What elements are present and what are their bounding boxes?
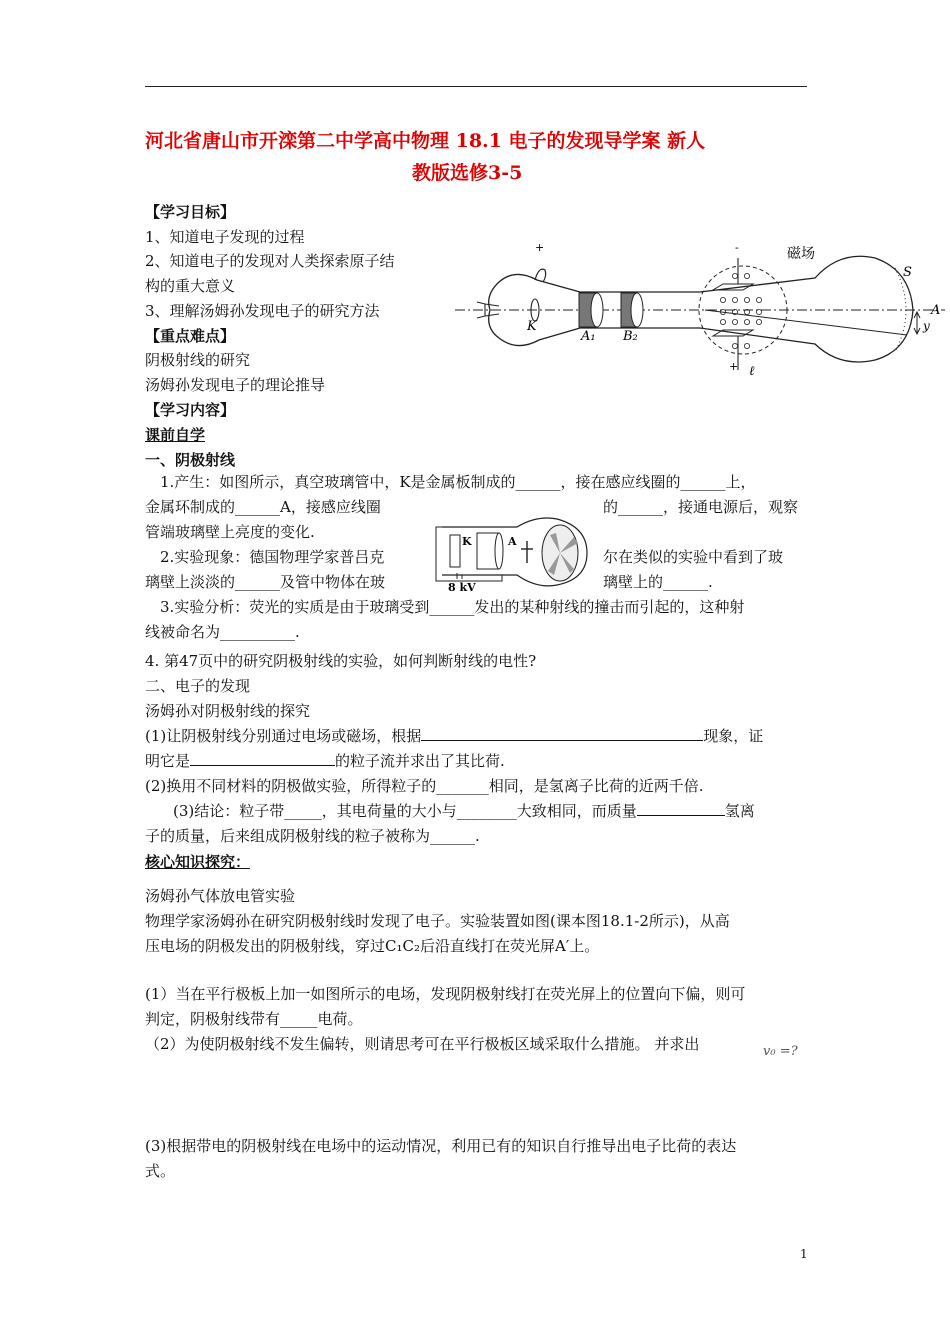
paragraph-2a-right: 尔在类似的实验中看到了玻 bbox=[603, 548, 784, 566]
voltage-label: 8 kV bbox=[448, 581, 476, 593]
thomson-1b bbox=[145, 751, 505, 771]
content-heading: 【学习内容】 bbox=[145, 401, 236, 419]
experiment-title: 汤姆孙气体放电管实验 bbox=[145, 887, 296, 905]
question-3a: (3)根据带电的阴极射线在电场中的运动情况，利用已有的知识自行推导出电子比荷的表达 bbox=[145, 1137, 737, 1155]
question-2: （2）为使阴极射线不发生偏转，则请思考可在平行极板区域采取什么措施。 并求出 bbox=[145, 1035, 700, 1053]
paragraph-3a: 3.实验分析：荧光的实质是由于玻璃受到______发出的某种射线的撞击而引起的，这种射 bbox=[160, 598, 745, 616]
velocity-formula: v₀ =? bbox=[763, 1044, 798, 1059]
experiment-para-a: 物理学家汤姆孙在研究阴极射线时发现了电子。实验装置如图(课本图18.1-2所示)，从高 bbox=[145, 912, 730, 930]
minus-sign: - bbox=[735, 241, 739, 254]
thomson-1b-pre: 明它是 bbox=[145, 752, 191, 770]
key-point-item: 阴极射线的研究 bbox=[145, 351, 251, 369]
key-points-heading: 【重点难点】 bbox=[145, 327, 236, 345]
anode-a1-label: A₁ bbox=[581, 329, 596, 344]
thomson-2: (2)换用不同材料的阴极做实验，所得粒子的_______相同，是氢离子比荷的近两千倍. bbox=[145, 777, 704, 795]
core-heading: 核心知识探究： bbox=[145, 853, 251, 871]
thomson-3a bbox=[173, 801, 755, 821]
question-4: 4. 第47页中的研究阴极射线的实验，如何判断射线的电性? bbox=[145, 652, 537, 670]
plus-sign-bottom: + bbox=[729, 360, 739, 373]
anode-b2-label: B₂ bbox=[623, 329, 638, 344]
objective-item: 2、知道电子的发现对人类探索原子结 bbox=[145, 252, 395, 270]
paragraph-2b-right: 璃壁上的______. bbox=[603, 573, 713, 591]
screen-label: S bbox=[903, 265, 912, 280]
thomson-3b: 子的质量，后来组成阴极射线的粒子被称为______. bbox=[145, 827, 480, 845]
question-1a: (1）当在平行极板上加一如图所示的电场，发现阴极射线打在荧光屏上的位置向下偏，则可 bbox=[145, 985, 746, 1003]
answer-blank[interactable] bbox=[637, 801, 725, 816]
answer-blank[interactable] bbox=[190, 751, 335, 766]
screen-point-label: A bbox=[931, 303, 941, 318]
paragraph-1c: 管端玻璃壁上亮度的变化. bbox=[145, 523, 315, 541]
plucker-anode-label: A bbox=[508, 535, 517, 548]
plucker-cathode-label: K bbox=[462, 535, 472, 548]
answer-blank[interactable] bbox=[421, 726, 703, 741]
question-3b: 式。 bbox=[145, 1162, 176, 1180]
section2-heading: 二、电子的发现 bbox=[145, 677, 251, 695]
doc-title-line2: 教版选修3-5 bbox=[412, 162, 523, 184]
paragraph-2b-left: 璃壁上淡淡的______及管中物体在玻 bbox=[145, 573, 386, 591]
header-rule bbox=[145, 86, 807, 87]
thomson-1a-pre: (1)让阴极射线分别通过电场或磁场，根据 bbox=[145, 727, 422, 745]
thomson-1a bbox=[145, 726, 763, 746]
thomson-1a-post: 现象，证 bbox=[703, 727, 764, 745]
doc-title-line1: 河北省唐山市开滦第二中学高中物理 18.1 电子的发现导学案 新人 bbox=[145, 130, 706, 152]
thomson-3a-pre: (3)结论：粒子带_____，其电荷量的大小与________大致相同，而质量 bbox=[173, 802, 637, 820]
magnetic-field-label: 磁场 bbox=[787, 246, 815, 262]
question-1b: 判定，阴极射线带有_____电荷。 bbox=[145, 1010, 363, 1028]
length-label: ℓ bbox=[749, 364, 755, 379]
pre-study-heading: 课前自学 bbox=[145, 426, 206, 444]
objective-item: 构的重大意义 bbox=[145, 277, 236, 295]
objectives-heading: 【学习目标】 bbox=[145, 203, 236, 221]
objective-item: 1、知道电子发现的过程 bbox=[145, 228, 305, 246]
thomson-heading: 汤姆孙对阴极射线的探究 bbox=[145, 702, 311, 720]
paragraph-3b: 线被命名为__________. bbox=[145, 623, 300, 641]
plucker-tube-figure bbox=[432, 513, 602, 593]
plus-sign-top: + bbox=[535, 241, 545, 254]
page-number: 1 bbox=[800, 1247, 808, 1261]
paragraph-1b-right: 的______，接通电源后，观察 bbox=[603, 498, 799, 516]
cathode-label: K bbox=[527, 319, 537, 334]
deflection-label: y bbox=[923, 319, 930, 333]
thomson-1b-post: 的粒子流并求出了其比荷. bbox=[335, 752, 505, 770]
thomson-3a-post: 氢离 bbox=[724, 802, 755, 820]
paragraph-1b-left: 金属环制成的______A，接感应线圈 bbox=[145, 498, 381, 516]
paragraph-2a-left: 2.实验现象：德国物理学家普吕克 bbox=[160, 548, 385, 566]
thomson-tube-figure bbox=[455, 240, 950, 390]
section1-heading: 一、阴极射线 bbox=[145, 451, 236, 469]
experiment-para-b: 压电场的阴极发出的阴极射线，穿过C₁C₂后沿直线打在荧光屏A′上。 bbox=[145, 937, 600, 955]
objective-item: 3、理解汤姆孙发现电子的研究方法 bbox=[145, 302, 380, 320]
paragraph-1a: 1.产生：如图所示，真空玻璃管中，K是金属板制成的______，接在感应线圈的______上， bbox=[160, 473, 756, 491]
key-point-item: 汤姆孙发现电子的理论推导 bbox=[145, 376, 326, 394]
